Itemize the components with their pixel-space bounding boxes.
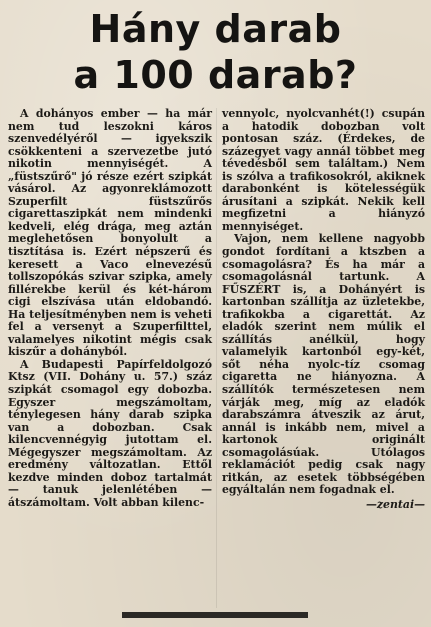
article-column-right [222, 108, 425, 512]
column-divider [216, 108, 217, 608]
paragraph: Vajon, nem kellene nagyobb gondot fordítani a ktszben a csomagolásra? És ha már a csomagolásnál tartunk. A FŰSZÉRT is, a Dohányért is kartonban szállítja az üzletekbe, trafikokba a cigarettát. Az eladók szerint nem múlik el szállítás anélkül, hogy valamelyik kartonból egy-két, sőt néha nyolc-tíz csomag cigaretta ne hiányozna. A szállítók természetesen nem várják meg, míg az eladók darabszámra átveszik az árut, annál is inkább nem, mivel a kartonok originált csomagolásúak. Utólagos reklamációt pedig csak nagy ritkán, az esetek többségében egyáltalán nem fogadnak el. [222, 232, 425, 497]
author-signature: —zentai— [365, 497, 425, 511]
paragraph: vennyolc, nyolcvanhét(!) csupán a hatodik dobozban volt pontosan száz. (Érdekes, de százegyet vagy annál többet meg tévedésből sem találtam.) Nem is szólva a trafikosokról, akiknek darabonként is kötelességük árusítani a szipkát. Nekik kell megfizetni a hiányzó mennyiséget. [222, 107, 425, 233]
headline [0, 6, 431, 98]
paragraph: A Budapesti Papírfeldolgozó Ktsz (VII. Dohány u. 57.) száz szipkát csomagol egy dobozba. Egyszer megszámoltam, ténylegesen hány darab szipka van a dobozban. Csak kilencvennégyig jutottam el. Mégegyszer megszámoltam. Az eredmény változatlan. Ettől kezdve minden doboz tartalmát — tanuk jelenlétében — átszámoltam. Volt abban kilenc- [8, 357, 212, 509]
article-column-left [8, 108, 212, 510]
paragraph: A dohányos ember — ha már nem tud leszokni káros szenvedélyéről — igyekszik csökkenteni a szervezetbe jutó nikotin mennyiségét. A „füstszűrő" jó része ezért szipkát vásárol. Az agyonreklámozott Szuperfilt füstszűrős cigarettaszipkát nem mindenki kedveli, elég drága, meg aztán meglehetősen bonyolult a tisztítása is. Ezért népszerű és keresett a Vaco elnevezésű tollszopókás szivar szipka, amely fillérekbe kerül és két-három cigi elszívása után eldobandó. Ha teljesítményben nem is veheti fel a versenyt a Szuperfilttel, valamelyes nikotint mégis csak kiszűr a dohányból. [8, 107, 212, 359]
headline-line-1: Hány darab [89, 7, 342, 51]
bottom-rule [122, 612, 308, 618]
headline-line-2: a 100 darab? [73, 53, 358, 97]
